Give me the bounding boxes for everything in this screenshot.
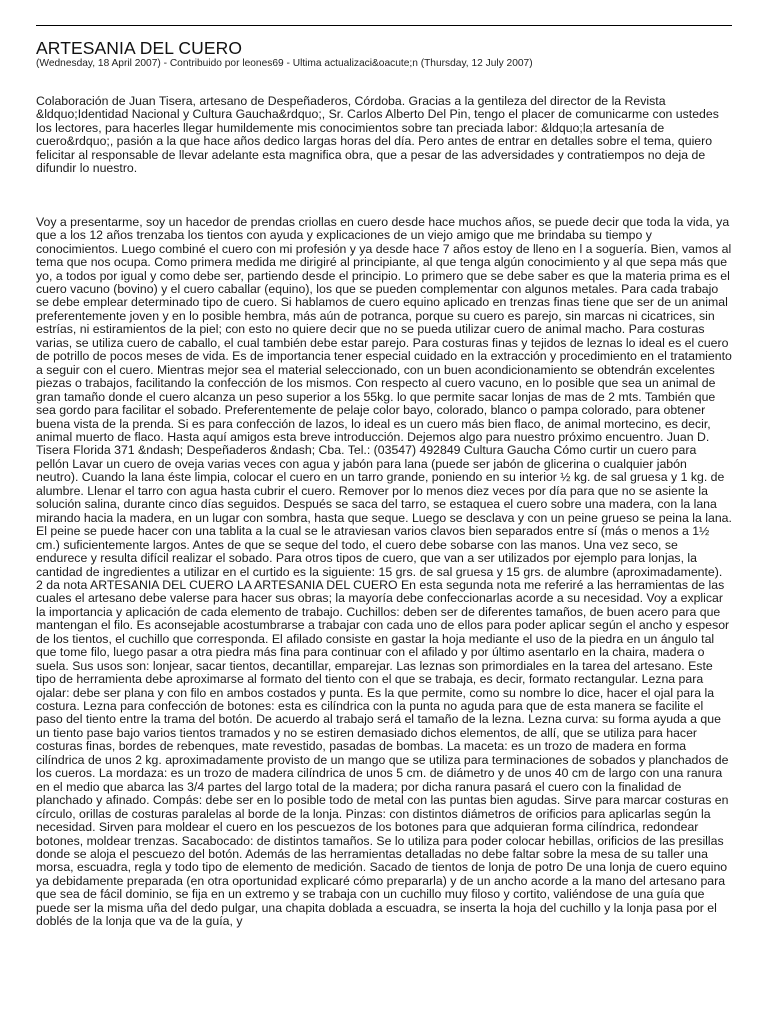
article-meta: (Wednesday, 18 April 2007) - Contribuido por leones69 - Ultima actualizaci&oacute;n (Thursday, 12 July 2007) <box>36 58 533 69</box>
article-header <box>36 38 732 70</box>
article-paragraph-main: Voy a presentarme, soy un hacedor de prendas criollas en cuero desde hace muchos años, se puede decir que toda la vida, ya que a los 12 años trenzaba los tientos con ayuda y explicaciones de un viejo amigo que me brindaba su tiempo y conocimientos. Luego combiné el cuero con mi profesión y ya desde hace 7 años estoy de lleno en l a soguería. Bien, vamos al tema que nos ocupa. Como primera medida me dirigiré al principiante, al que tenga algún conocimiento y al que sepa más que yo, a todos por igual y como debe ser, partiendo desde el principio. Lo primero que se debe saber es que la materia prima es el cuero vacuno (bovino) y el cuero caballar (equino), los que se pueden complementar con algunos metales. Para cada trabajo se debe emplear determinado tipo de cuero. Si hablamos de cuero equino aplicado en trenzas finas tiene que ser de un animal preferentemente joven y en lo posible hembra, más aún de potranca, porque su cuero es parejo, sin marcas ni cicatrices, sin estrías, ni estiramientos de la piel; con esto no quiere decir que no se pueda utilizar cuero de animal macho. Para costuras varias, se utiliza cuero de caballo, el cual también debe estar parejo. Para costuras finas y tejidos de leznas lo ideal es el cuero de potrillo de pocos meses de vida. Es de importancia tener especial cuidado en la extracción y procedimiento en el tratamiento a seguir con el cuero. Mientras mejor sea el material seleccionado, con un buen acondicionamiento se obtendrán excelentes piezas o trabajos, facilitando la confección de los mismos. Con respecto al cuero vacuno, en lo posible que sea un animal de gran tamaño donde el cuero alcanza un peso superior a los 55kg. lo que permite sacar lonjas de mas de 2 mts. También que sea gordo para facilitar el sobado. Preferentemente de pelaje color bayo, colorado, blanco o pampa colorado, para obtener buena vista de la prenda. Si es para confección de lazos, lo ideal es un cuero más bien flaco, de animal mortecino, es decir, animal muerto de flaco. Hasta aquí amigos esta breve introducción. Dejemos algo para nuestro próximo encuentro. Juan D. Tisera Florida 371 &ndash; Despeñaderos &ndash; Cba. Tel.: (03547) 492849 Cultura Gaucha Cómo curtir un cuero para pellón Lavar un cuero de oveja varias veces con agua y jabón para lana (puede ser jabón de glicerina o cualquier jabón neutro). Cuando la lana éste limpia, colocar el cuero en un tarro grande, poniendo en su interior ½ kg. de sal gruesa y 1 kg. de alumbre. Llenar el tarro con agua hasta cubrir el cuero. Remover por lo menos diez veces por día para que no se asiente la solución salina, durante cinco días seguidos. Después se saca del tarro, se estaquea el cuero sobre una madera, con la lana mirando hacia la madera, en un lugar con sombra, hasta que seque. Luego se desclava y con un peine grueso se peina la lana. El peine se puede hacer con una tablita a la cual se le atraviesan varios clavos bien separados entre sí (más o menos a 1½ cm.) suficientemente largos. Antes de que se seque del todo, el cuero debe sobarse con las manos. Una vez seco, se endurece y resulta difícil realizar el sobado. Para otros tipos de cuero, que van a ser utilizados por ejemplo para lonjas, la cantidad de ingredientes a utilizar en el curtido es la siguiente: 15 grs. de sal gruesa y 15 grs. de alumbre (aproximadamente). 2 da nota ARTESANIA DEL CUERO LA ARTESANIA DEL CUERO En esta segunda nota me referiré a las herramientas de las cuales el artesano debe valerse para hacer sus obras; la mayoría debe confeccionarlas acorde a su necesidad. Voy a explicar la importancia y aplicación de cada elemento de trabajo. Cuchillos: deben ser de diferentes tamaños, de buen acero para que mantengan el filo. Es aconsejable acostumbrarse a trabajar con cada uno de ellos para poder aplicar según el ancho y espesor de los tientos, el cuchillo que corresponda. El afilado consiste en gastar la hoja mediante el uso de la piedra en un ángulo tal que tome filo, luego pasar a otra piedra más fina para continuar con el afilado y por último asentarlo en la chaira, madera o suela. Sus usos son: lonjear, sacar tientos, decantillar, emparejar. Las leznas son primordiales en la tarea del artesano. Este tipo de herramienta debe aproximarse al formato del tiento con el que se trabaja, es decir, formato rectangular. Lezna para ojalar: debe ser plana y con filo en ambos costados y punta. Es la que permite, como su nombre lo dice, hacer el ojal para la costura. Lezna para confección de botones: esta es cilíndrica con la punta no aguda para que de esta manera se facilite el paso del tiento entre la trama del botón. De acuerdo al trabajo será el tamaño de la lezna. Lezna curva: su forma ayuda a que un tiento pase bajo varios tientos tramados y no se estiren demasiado dichos elementos, de allí, que se utiliza para hacer costuras finas, bordes de rebenques, mate revestido, pasadas de bombas. La maceta: es un trozo de madera en forma cilíndrica de unos 2 kg. aproximadamente provisto de un mango que se utiliza para terminaciones de sobados y planchados de los cueros. La mordaza: es un trozo de madera cilíndrica de unos 5 cm. de diámetro y de unos 40 cm de largo con una ranura en el medio que abarca las 3/4 partes del largo total de la madera; por dicha ranura pasará el cuero con la finalidad de planchado y afinado. Compás: debe ser en lo posible todo de metal con las puntas bien agudas. Sirve para marcar costuras en círculo, orillas de costuras paralelas al borde de la lonja. Pinzas: con distintos diámetros de orificios para aplicarlas según la necesidad. Sirven para moldear el cuero en los pescuezos de los botones para que adquieran forma cilíndrica, redondear botones, moldear trenzas. Sacabocado: de distintos tamaños. Se lo utiliza para poder colocar hebillas, orificios de las presillas donde se aloja el pescuezo del botón. Además de las herramientas detalladas no debe faltar sobre la mesa de su taller una morsa, escuadra, regla y todo tipo de elemento de medición. Sacado de tientos de lonja de potro De una lonja de cuero equino ya debidamente preparada (en otra oportunidad explicaré cómo prepararla) y de un ancho acorde a la mano del artesano para que sea de fácil dominio, se fija en un extremo y se trabaja con un cuchillo muy filoso y cortito, valiéndose de una guía que puede ser la misma uña del dedo pulgar, una chapita doblada a escuadra, se inserta la hoja del cuchillo y la lonja pasa por el doblés de la lonja que va de la guía, y <box>36 214 732 929</box>
paragraph-spacer <box>36 176 732 216</box>
top-rule <box>36 25 732 26</box>
article-body <box>36 95 732 929</box>
article-paragraph-intro: Colaboración de Juan Tisera, artesano de Despeñaderos, Córdoba. Gracias a la gentileza del director de la Revista &ldquo;Identidad Nacional y Cultura Gaucha&rdquo;, Sr. Carlos Alberto Del Pin, tengo el placer de comunicarme con ustedes los lectores, para hacerles llegar humildemente mis conocimientos sobre tan preciada labor: &ldquo;la artesanía de cuero&rdquo;, pasión a la que hace años dedico largas horas del día. Pero antes de entrar en detalles sobre el tema, quiero felicitar al responsable de llevar adelante esta magnifica obra, que a pesar de las adversidades y contratiempos no deja de difundir lo nuestro. <box>36 94 719 176</box>
article-title: ARTESANIA DEL CUERO <box>36 38 243 58</box>
